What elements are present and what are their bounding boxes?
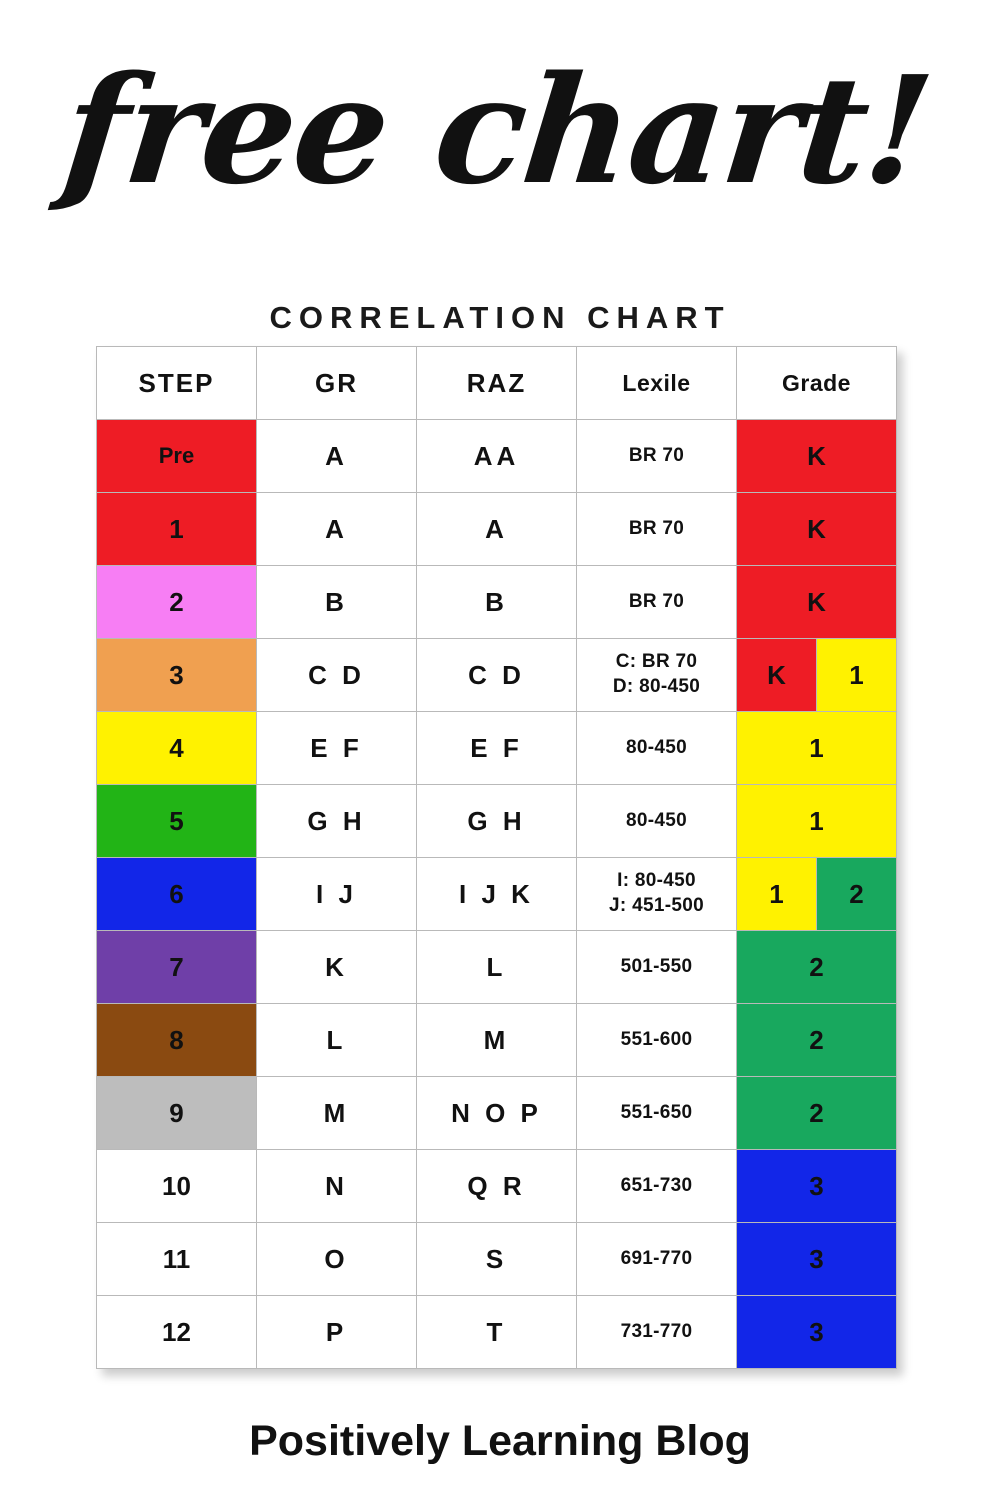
grade-segment: 1 [817, 639, 896, 711]
page-headline: free chart! [55, 43, 939, 217]
cell-step: 9 [97, 1077, 257, 1150]
cell-lexile: 551-600 [577, 1004, 737, 1077]
table-row [97, 1296, 897, 1369]
cell-lexile: BR 70 [577, 420, 737, 493]
cell-lexile: 80-450 [577, 785, 737, 858]
cell-gr: G H [257, 785, 417, 858]
correlation-chart-card [96, 300, 904, 1369]
cell-lexile: 731-770 [577, 1296, 737, 1369]
cell-grade: 2 [737, 931, 897, 1004]
grade-split [737, 858, 896, 930]
cell-raz: C D [417, 639, 577, 712]
cell-lexile: 691-770 [577, 1223, 737, 1296]
grade-split [737, 639, 896, 711]
cell-raz: S [417, 1223, 577, 1296]
cell-raz: T [417, 1296, 577, 1369]
cell-raz: M [417, 1004, 577, 1077]
cell-gr: E F [257, 712, 417, 785]
column-header-lexile: Lexile [577, 347, 737, 420]
column-header-raz: RAZ [417, 347, 577, 420]
cell-raz: L [417, 931, 577, 1004]
cell-step: 2 [97, 566, 257, 639]
cell-step: Pre [97, 420, 257, 493]
chart-title: CORRELATION CHART [269, 300, 731, 335]
table-header-row [97, 347, 897, 420]
correlation-table [96, 346, 897, 1369]
cell-grade: 3 [737, 1150, 897, 1223]
cell-gr: M [257, 1077, 417, 1150]
table-body [97, 420, 897, 1369]
table-row [97, 1150, 897, 1223]
cell-raz: I J K [417, 858, 577, 931]
grade-segment: 2 [817, 858, 896, 930]
cell-grade: 2 [737, 1077, 897, 1150]
cell-step: 5 [97, 785, 257, 858]
grade-segment: 1 [737, 858, 817, 930]
cell-step: 6 [97, 858, 257, 931]
cell-grade: 1 [737, 712, 897, 785]
cell-lexile: C: BR 70 D: 80-450 [577, 639, 737, 712]
cell-raz: N O P [417, 1077, 577, 1150]
cell-grade [737, 639, 897, 712]
cell-lexile: BR 70 [577, 493, 737, 566]
cell-gr: C D [257, 639, 417, 712]
grade-segment: K [737, 639, 817, 711]
table-row [97, 566, 897, 639]
table-row [97, 1004, 897, 1077]
table-row [97, 1077, 897, 1150]
cell-lexile: 651-730 [577, 1150, 737, 1223]
cell-lexile: 80-450 [577, 712, 737, 785]
cell-grade: 2 [737, 1004, 897, 1077]
cell-grade: 3 [737, 1296, 897, 1369]
column-header-gr: GR [257, 347, 417, 420]
table-row [97, 931, 897, 1004]
column-header-step: STEP [97, 347, 257, 420]
cell-raz: A [417, 493, 577, 566]
cell-raz: G H [417, 785, 577, 858]
cell-grade [737, 858, 897, 931]
cell-grade: 1 [737, 785, 897, 858]
blog-credit: Positively Learning Blog [249, 1417, 751, 1465]
cell-grade: K [737, 566, 897, 639]
cell-gr: L [257, 1004, 417, 1077]
cell-gr: K [257, 931, 417, 1004]
cell-step: 7 [97, 931, 257, 1004]
cell-gr: A [257, 420, 417, 493]
cell-step: 12 [97, 1296, 257, 1369]
cell-lexile: I: 80-450 J: 451-500 [577, 858, 737, 931]
cell-gr: O [257, 1223, 417, 1296]
table-row [97, 420, 897, 493]
cell-gr: B [257, 566, 417, 639]
cell-gr: P [257, 1296, 417, 1369]
table-row [97, 1223, 897, 1296]
cell-lexile: BR 70 [577, 566, 737, 639]
column-header-grade: Grade [737, 347, 897, 420]
cell-grade: 3 [737, 1223, 897, 1296]
cell-gr: I J [257, 858, 417, 931]
cell-raz: B [417, 566, 577, 639]
cell-lexile: 501-550 [577, 931, 737, 1004]
cell-grade: K [737, 420, 897, 493]
cell-step: 10 [97, 1150, 257, 1223]
cell-lexile: 551-650 [577, 1077, 737, 1150]
cell-gr: N [257, 1150, 417, 1223]
table-row [97, 858, 897, 931]
table-header [97, 347, 897, 420]
cell-step: 1 [97, 493, 257, 566]
cell-gr: A [257, 493, 417, 566]
cell-step: 8 [97, 1004, 257, 1077]
cell-grade: K [737, 493, 897, 566]
table-row [97, 712, 897, 785]
cell-raz: AA [417, 420, 577, 493]
table-row [97, 493, 897, 566]
table-row [97, 639, 897, 712]
cell-raz: E F [417, 712, 577, 785]
cell-step: 11 [97, 1223, 257, 1296]
cell-step: 4 [97, 712, 257, 785]
cell-step: 3 [97, 639, 257, 712]
cell-raz: Q R [417, 1150, 577, 1223]
table-row [97, 785, 897, 858]
